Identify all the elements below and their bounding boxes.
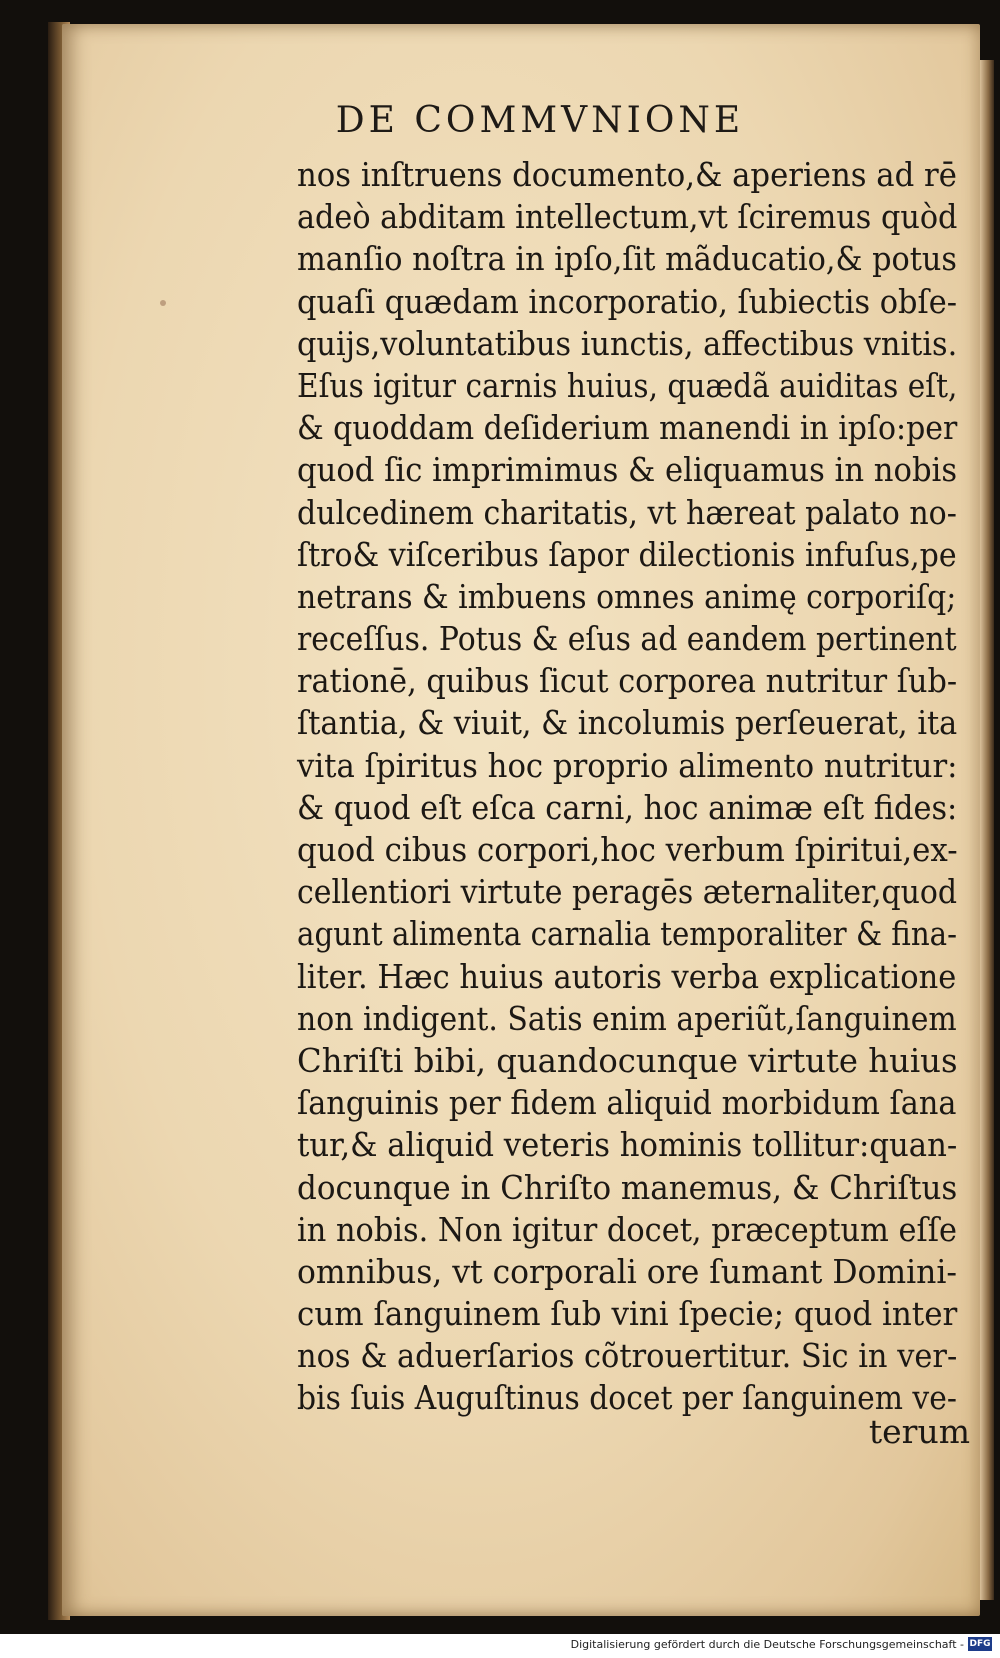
funding-note: Digitalisierung gefördert durch die Deutsche Forschungsgemeinschaft -	[570, 1638, 964, 1651]
dfg-logo: DFG	[969, 1639, 991, 1649]
text-line: nos inſtruens documento,& aperiens ad rē	[297, 155, 957, 194]
text-line: nos & aduerſarios cõtrouertitur. Sic in ver-	[297, 1336, 958, 1376]
text-line: omnibus, vt corporali ore ſumant Domini-	[297, 1251, 958, 1291]
text-line: & quoddam deſiderium manendi in ipſo:per	[297, 408, 958, 448]
text-line: in nobis. Non igitur docet, præceptum eſſe	[297, 1209, 957, 1249]
text-line: non indigent. Satis enim aperiũt,ſanguinem	[297, 998, 957, 1038]
text-line: cum ſanguinem ſub vini ſpecie; quod inter	[297, 1294, 958, 1334]
body-text	[297, 154, 967, 1420]
text-line: ſtantia, & viuit, & incolumis perſeuerat, ita	[297, 703, 958, 743]
paper-stain	[160, 300, 166, 306]
text-line: ſtro& viſceribus ſapor dilectionis infuſus,pe	[297, 534, 957, 574]
text-line: quijs,voluntatibus iunctis, affectibus vnitis.	[297, 323, 958, 363]
text-line: liter. Hæc huius autoris verba explicatione	[297, 956, 957, 996]
text-line: Chriſti bibi, quandocunque virtute huius	[297, 1040, 958, 1080]
text-line: & quod eſt eſca carni, hoc animæ eſt fides:	[297, 787, 958, 827]
text-line: vita ſpiritus hoc proprio alimento nutritur:	[297, 745, 958, 785]
text-line: docunque in Chriſto manemus, & Chriſtus	[297, 1167, 958, 1207]
text-line: cellentiori virtute peragēs æternaliter,quod	[297, 872, 958, 912]
text-line: agunt alimenta carnalia temporaliter & fina-	[297, 914, 958, 954]
text-line: Eſus igitur carnis huius, quædã auiditas eſt,	[297, 365, 958, 405]
catchword: terum	[868, 1412, 970, 1451]
text-line: quod cibus corpori,hoc verbum ſpiritui,ex-	[297, 830, 958, 869]
text-line: tur,& aliquid veteris hominis tollitur:quan-	[297, 1125, 958, 1165]
text-line: netrans & imbuens omnes animę corporiſq;	[297, 576, 957, 616]
text-line: rationē, quibus ſicut corporea nutritur ſub-	[297, 661, 958, 701]
page-fore-edge	[980, 60, 994, 1600]
text-line: quod ſic imprimimus & eliquamus in nobis	[297, 450, 958, 490]
text-line: adeò abditam intellectum,vt ſciremus quòd	[297, 197, 958, 237]
text-line: receſſus. Potus & eſus ad eandem pertinent	[297, 619, 957, 659]
text-line: ſanguinis per fidem aliquid morbidum ſana	[297, 1083, 957, 1123]
running-title: DE COMMVNIONE	[335, 100, 745, 141]
text-line: bis ſuis Auguſtinus docet per ſanguinem ve-	[297, 1378, 957, 1418]
text-line: manſio noſtra in ipſo,ſit mãducatio,& potus	[297, 239, 957, 279]
text-line: quaſi quædam incorporatio, ſubiectis obſe-	[297, 281, 957, 321]
text-line: dulcedinem charitatis, vt hæreat palato no-	[297, 492, 957, 532]
